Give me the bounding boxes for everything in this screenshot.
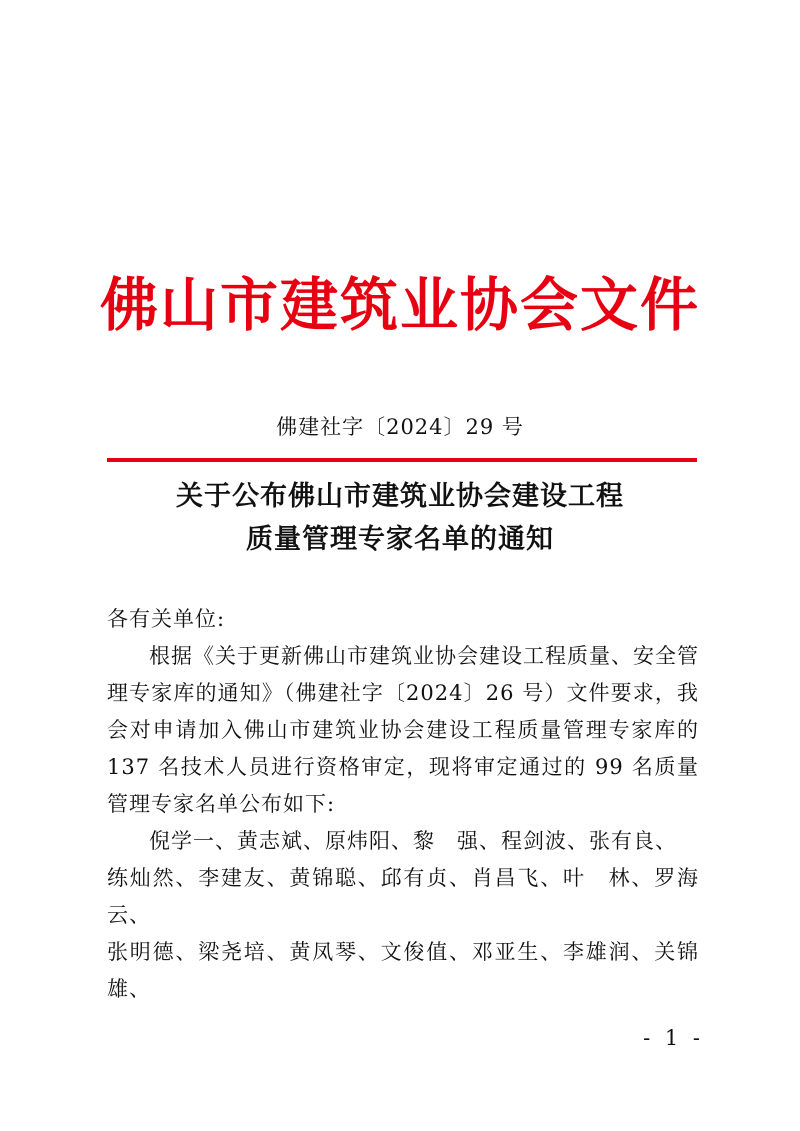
notice-title-line-1: 关于公布佛山市建筑业协会建设工程 [176,481,624,512]
names-line-2: 练灿然、李建友、黄锦聪、邱有贞、肖昌飞、叶 林、罗海云、 [107,866,699,927]
notice-title [0,475,800,561]
names-line-1: 倪学一、黄志斌、原炜阳、黎 强、程剑波、张有良、 [149,829,677,853]
page-number: - 1 - [643,1026,704,1050]
body-text [107,601,699,1008]
paragraph-requirements: 根据《关于更新佛山市建筑业协会建设工程质量、安全管理专家库的通知》（佛建社字〔2024〕26 号）文件要求，我会对申请加入佛山市建筑业协会建设工程质量管理专家库的 137 名技术人员进行资格审定，现将审定通过的 99 名质量管理专家名单公布如下: [107,644,699,816]
notice-title-line-2: 质量管理专家名单的通知 [246,524,554,555]
names-line-3: 张明德、梁尧培、黄凤琴、文俊值、邓亚生、李雄润、关锦雄、 [107,940,699,1001]
red-divider-line [107,458,697,462]
salutation: 各有关单位: [107,607,226,631]
document-number: 佛建社字〔2024〕29 号 [276,415,524,439]
org-header-title: 佛山市建筑业协会文件 [99,271,700,339]
